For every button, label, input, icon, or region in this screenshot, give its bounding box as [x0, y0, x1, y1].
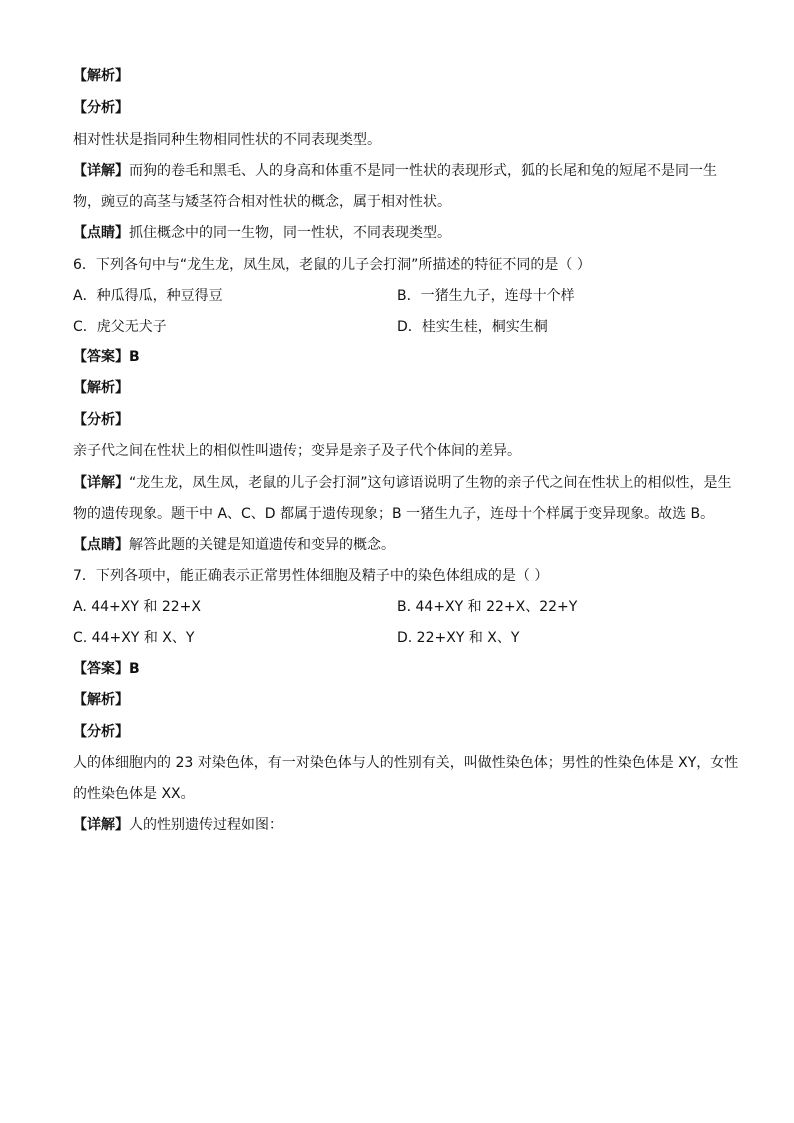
- tip-tag: 【点睛】: [73, 225, 129, 241]
- detail-paragraph: [73, 161, 734, 181]
- q6-detail-paragraph: [73, 473, 734, 493]
- q7-option-d: D. 22+XY 和 X、Y: [397, 630, 520, 646]
- detail-text: 人的性别遗传过程如图：: [129, 817, 283, 833]
- q6-tip-paragraph: [73, 535, 734, 555]
- q7-answer: [73, 659, 734, 679]
- detail-text: 而狗的卷毛和黑毛、人的身高和体重不是同一性状的表现形式，狐的长尾和兔的短尾不是同一生: [129, 163, 717, 179]
- q6-analysis-text: 亲子代之间在性状上的相似性叫遗传；变异是亲子及子代个体间的差异。: [73, 443, 521, 459]
- answer-value: B: [129, 349, 140, 365]
- q6-option-c: C．虎父无犬子: [73, 319, 167, 335]
- q7-option-b: B. 44+XY 和 22+X、22+Y: [397, 599, 578, 615]
- q7-section-jiexi: 【解析】: [73, 692, 129, 708]
- tip-tag: 【点睛】: [73, 537, 129, 553]
- q7-detail-paragraph: [73, 815, 734, 835]
- answer-value: B: [129, 661, 140, 677]
- q7-analysis-text: 人的体细胞内的 23 对染色体，有一对染色体与人的性别有关，叫做性染色体；男性的性染色体是 XY，女性: [73, 755, 739, 771]
- detail-text-cont: 物，豌豆的高茎与矮茎符合相对性状的概念，属于相对性状。: [73, 194, 451, 210]
- q6-section-jiexi: 【解析】: [73, 380, 129, 396]
- tip-text: 抓住概念中的同一生物，同一性状，不同表现类型。: [129, 225, 451, 241]
- detail-tag: 【详解】: [73, 163, 129, 179]
- detail-tag: 【详解】: [73, 475, 129, 491]
- answer-tag: 【答案】: [73, 661, 129, 677]
- q6-detail-text-cont: 物的遗传现象。题干中 A、C、D 都属于遗传现象；B 一猪生九子，连母十个样属于变异现象。故选 B。: [73, 506, 715, 522]
- q7-option-c: C. 44+XY 和 X、Y: [73, 630, 195, 646]
- q6-answer: [73, 347, 734, 367]
- q7-option-a: A. 44+XY 和 22+X: [73, 599, 201, 615]
- section-fenxi: 【分析】: [73, 100, 129, 116]
- detail-text: “龙生龙，凤生凤，老鼠的儿子会打洞”这句谚语说明了生物的亲子代之间在性状上的相似性，是生: [129, 475, 732, 491]
- q6-option-b: B．一猪生九子，连母十个样: [397, 288, 575, 304]
- q6-option-d: D．桂实生桂，桐实生桐: [397, 319, 548, 335]
- question-7: 7．下列各项中，能正确表示正常男性体细胞及精子中的染色体组成的是（ ）: [73, 568, 549, 584]
- q6-section-fenxi: 【分析】: [73, 412, 129, 428]
- q7-analysis-text-cont: 的性染色体是 XX。: [73, 786, 195, 802]
- tip-text: 解答此题的关键是知道遗传和变异的概念。: [129, 537, 395, 553]
- q7-section-fenxi: 【分析】: [73, 724, 129, 740]
- answer-tag: 【答案】: [73, 349, 129, 365]
- tip-paragraph: [73, 223, 734, 243]
- section-jiexi: 【解析】: [73, 68, 129, 84]
- question-6: 6．下列各句中与“龙生龙，凤生凤，老鼠的儿子会打洞”所描述的特征不同的是（ ）: [73, 257, 591, 273]
- q6-option-a: A．种瓜得瓜，种豆得豆: [73, 288, 223, 304]
- detail-tag: 【详解】: [73, 817, 129, 833]
- analysis-text: 相对性状是指同种生物相同性状的不同表现类型。: [73, 132, 381, 148]
